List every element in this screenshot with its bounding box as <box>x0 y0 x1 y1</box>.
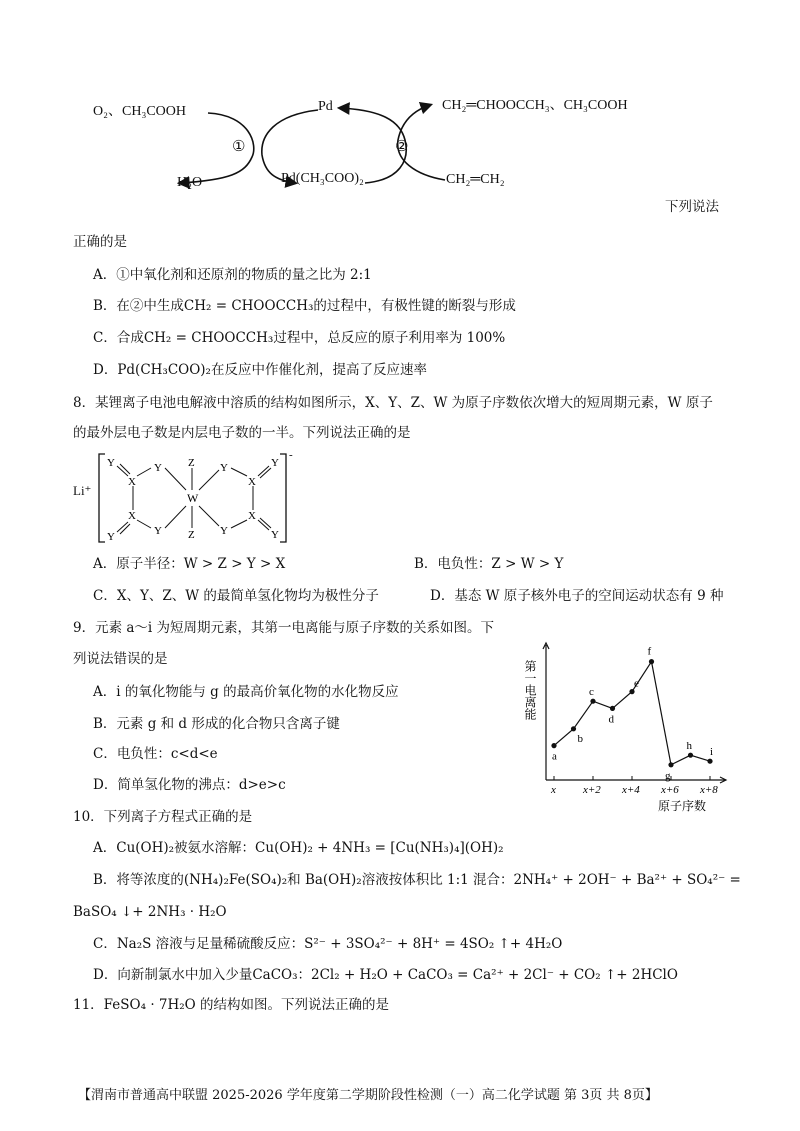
chart-point-e <box>629 689 634 694</box>
chart-x-tick-label: x+4 <box>622 784 640 796</box>
pd-acetate: Pd(CH₃COO)₂ <box>281 171 364 186</box>
atom-z-1: Z <box>188 457 195 469</box>
chart-x-tick-label: x+8 <box>700 784 718 796</box>
chart-y-axis-label: 第一电离能 <box>523 660 537 720</box>
atom-x-4: X <box>248 510 256 522</box>
chart-x-tick-label: x+2 <box>583 784 601 796</box>
products-vinyl-acetate: CH₂═CHOOCCH₃、CH₃COOH <box>442 98 628 113</box>
chart-point-h <box>688 753 693 758</box>
q9-option-a: A．i 的氧化物能与 g 的最高价氧化物的水化物反应 <box>93 684 399 700</box>
chart-point-label-h: h <box>686 740 692 753</box>
ionization-energy-chart <box>510 640 740 820</box>
q7-option-c: C．合成CH₂ = CHOOCCH₃过程中，总反应的原子利用率为 100% <box>93 330 506 346</box>
step-1-label: ① <box>232 137 246 155</box>
q8-stem-line-1: 8．某锂离子电池电解液中溶质的结构如图所示，X、Y、Z、W 为原子序数依次增大的短周期元素，W 原子 <box>73 395 713 411</box>
chart-point-label-e: e <box>634 677 639 690</box>
atom-y-6: Y <box>107 531 115 543</box>
q10-option-a: A．Cu(OH)₂被氨水溶解：Cu(OH)₂ + 4NH₃ = [Cu(NH₃)₄](OH)₂ <box>93 840 504 856</box>
q7-stem: 正确的是 <box>73 234 127 250</box>
q10-stem: 10．下列离子方程式正确的是 <box>73 809 253 825</box>
atom-y-7: Y <box>220 525 228 537</box>
q10-option-c: C．Na₂S 溶液与足量稀硫酸反应：S²⁻ + 3SO₄²⁻ + 8H⁺ = 4SO₂ ↑+ 4H₂O <box>93 936 563 952</box>
atom-y-8: Y <box>271 529 279 541</box>
q10-option-d: D．向新制氯水中加入少量CaCO₃：2Cl₂ + H₂O + CaCO₃ = Ca²⁺ + 2Cl⁻ + CO₂ ↑+ 2HClO <box>93 967 678 983</box>
q8-option-d: D．基态 W 原子核外电子的空间运动状态有 9 种 <box>430 588 724 604</box>
q8-option-b: B．电负性：Z > W > Y <box>414 556 564 572</box>
q9-stem-line-2: 列说法错误的是 <box>73 651 168 667</box>
atom-y-2: Y <box>154 462 162 474</box>
q7-option-d: D．Pd(CH₃COO)₂在反应中作催化剂，提高了反应速率 <box>93 362 427 378</box>
chart-point-a <box>551 743 556 748</box>
atom-y-1: Y <box>107 457 115 469</box>
chart-point-c <box>590 699 595 704</box>
atom-y-3: Y <box>154 525 162 537</box>
q8-option-c: C．X、Y、Z、W 的最简单氢化物均为极性分子 <box>93 588 379 604</box>
q7-option-a: A．①中氧化剂和还原剂的物质的量之比为 2:1 <box>93 267 372 283</box>
chart-point-label-a: a <box>552 750 557 763</box>
chart-x-tick-label: x <box>551 784 556 796</box>
chart-point-d <box>610 706 615 711</box>
q10-option-b-line-1: B．将等浓度的(NH₄)₂Fe(SO₄)₂和 Ba(OH)₂溶液按体积比 1:1 混合：2NH₄⁺ + 2OH⁻ + Ba²⁺ + SO₄²⁻ = <box>93 872 741 888</box>
q9-option-d: D．简单氢化物的沸点：d>e>c <box>93 777 286 793</box>
atom-x-3: X <box>128 510 136 522</box>
page-footer: 【渭南市普通高中联盟 2025-2026 学年度第二学期阶段性检测（一）高二化学试题 第 3页 共 8页】 <box>78 1088 658 1103</box>
atom-x-1: X <box>128 476 136 488</box>
chart-point-f <box>649 659 654 664</box>
step-2-label: ② <box>395 137 409 155</box>
chart-point-label-d: d <box>608 713 614 726</box>
ethylene: CH₂═CH₂ <box>446 172 505 187</box>
q7-stem-tail: 下列说法 <box>665 199 719 215</box>
q9-option-c: C．电负性：c<d<e <box>93 746 218 762</box>
chart-point-g <box>668 762 673 767</box>
chart-point-label-c: c <box>589 686 594 699</box>
q9-option-b: B．元素 g 和 d 形成的化合物只含离子键 <box>93 716 340 732</box>
product-water: H₂O <box>177 175 203 190</box>
q10-option-b-line-2: BaSO₄ ↓+ 2NH₃ · H₂O <box>73 904 227 920</box>
chart-point-label-i: i <box>710 746 714 759</box>
anion-charge: - <box>289 449 293 461</box>
chart-point-i <box>707 759 712 764</box>
anion-structure <box>95 448 300 548</box>
atom-y-5: Y <box>271 457 279 469</box>
q9-stem-line-1: 9．元素 a～i 为短周期元素，其第一电离能与原子序数的关系如图。下 <box>73 620 495 636</box>
chart-x-tick-label: x+6 <box>661 784 679 796</box>
chart-point-label-f: f <box>647 645 652 658</box>
q8-option-a: A．原子半径：W > Z > Y > X <box>93 556 286 572</box>
atom-w: W <box>187 491 199 505</box>
chart-point-label-b: b <box>577 732 583 745</box>
pd-label: Pd <box>318 99 333 114</box>
chart-point-label-g: g <box>665 769 671 782</box>
q11-stem: 11．FeSO₄ · 7H₂O 的结构如图。下列说法正确的是 <box>73 997 390 1013</box>
atom-y-4: Y <box>220 462 228 474</box>
reactants-o2-acetic-acid: O₂、CH₃COOH <box>93 104 186 119</box>
chart-point-b <box>571 726 576 731</box>
lithium-cation: Li⁺ <box>73 483 92 498</box>
q8-stem-line-2: 的最外层电子数是内层电子数的一半。下列说法正确的是 <box>73 425 411 441</box>
atom-x-2: X <box>248 476 256 488</box>
chart-x-axis-label: 原子序数 <box>658 799 707 813</box>
atom-z-2: Z <box>188 529 195 541</box>
q7-option-b: B．在②中生成CH₂ = CHOOCCH₃的过程中，有极性键的断裂与形成 <box>93 298 516 314</box>
